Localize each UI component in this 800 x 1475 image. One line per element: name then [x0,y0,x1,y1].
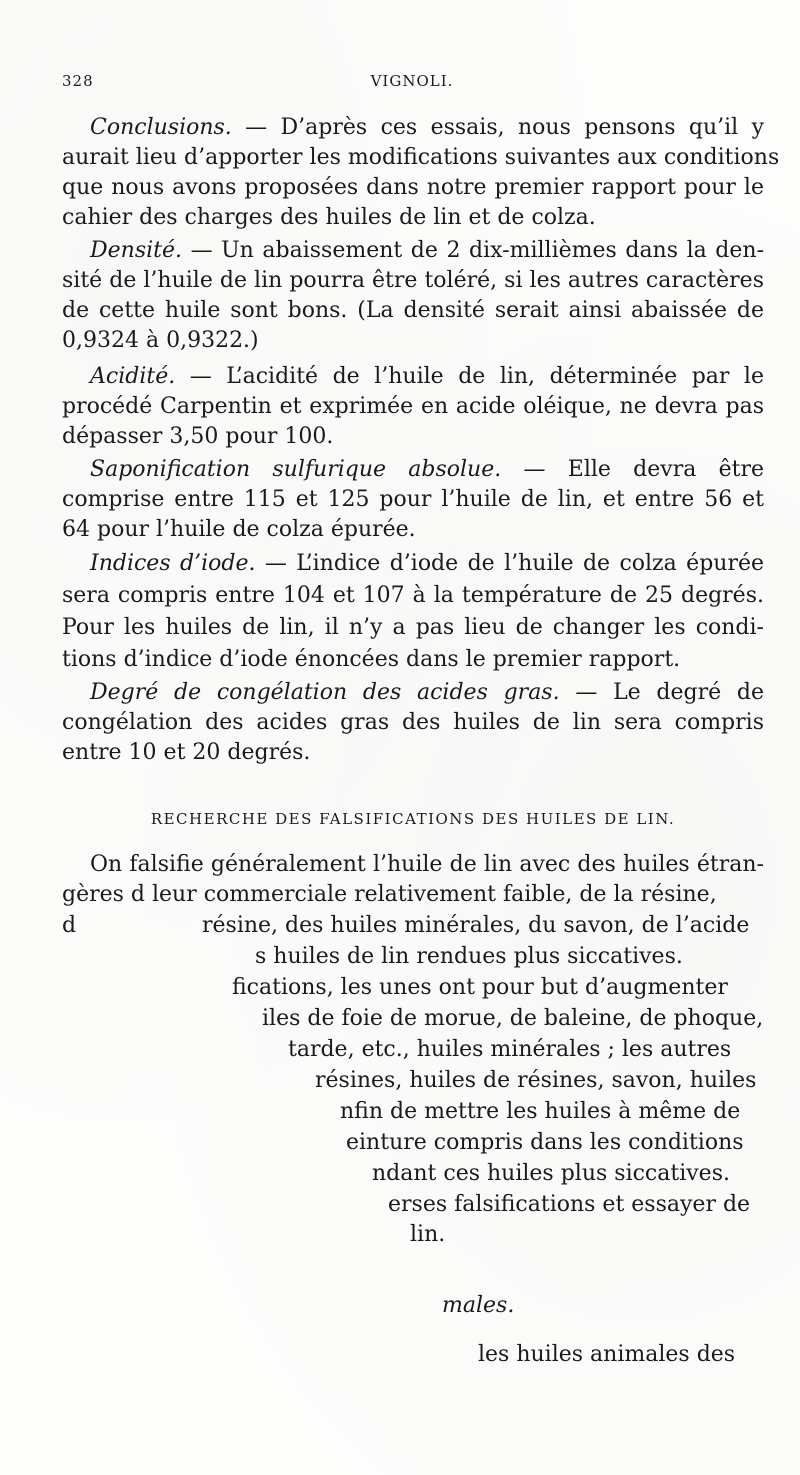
iode-line-2: sera compris entre 104 et 107 à la température de 25 degrés. [62,583,764,608]
densite-line-4: 0,9324 à 0,9322.) [62,328,259,353]
falsifications-fragment-4: résine, des huiles minérales, du savon, de l’acide [202,913,750,938]
falsifications-line-1: On falsifie généralement l’huile de lin avec des huiles étran- [90,852,764,877]
falsifications-fragment-10: nfin de mettre les huiles à même de [340,1099,741,1124]
densite-line-3: de cette huile sont bons. (La densité serait ainsi abaissée de [62,298,764,323]
iode-line-3: Pour les huiles de lin, il n’y a pas lieu de changer les condi- [62,615,764,640]
saponification-heading: Saponification sulfurique absolue. [90,457,502,482]
falsifications-fragment-7: iles de foie de morue, de baleine, de phoque, [262,1006,764,1031]
acidite-line-2: procédé Carpentin et exprimée en acide oléique, ne devra pas [62,394,764,419]
acidite-line-3: dépasser 3,50 pour 100. [62,424,334,449]
conclusions-line-2: aurait lieu d’apporter les modifications suivantes aux conditions [62,145,780,170]
densite-heading: Densité. [90,238,183,263]
congelation-line-3: entre 10 et 20 degrés. [62,740,311,765]
animales-heading: males. [442,1293,515,1318]
running-head: VIGNOLI. [370,72,454,90]
iode-line-4: tions d’indice d’iode énoncées dans le premier rapport. [62,647,681,672]
congelation-line-2: congélation des acides gras des huiles de lin sera compris [62,710,764,735]
iode-line-1: Indices d’iode. — L’indice d’iode de l’huile de colza épurée [90,551,765,576]
falsifications-fragment-14: lin. [410,1222,446,1247]
congelation-line-1: Degré de congélation des acides gras. — Le degré de [90,680,764,705]
falsifications-fragment-8: tarde, etc., huiles minérales ; les autres [288,1037,732,1062]
falsifications-fragment-9: résines, huiles de résines, savon, huiles [315,1068,757,1093]
densite-line-2: sité de l’huile de lin pourra être toléré, si les autres caractères [62,268,764,293]
falsifications-fragment-12: ndant ces huiles plus siccatives. [372,1161,730,1186]
falsifications-fragment-2: leur commerciale relativement faible, de la résine, [152,882,717,907]
falsifications-fragment-13: erses falsifications et essayer de [388,1192,751,1217]
falsifications-fragment-6: fications, les unes ont pour but d’augmenter [232,975,728,1000]
falsifications-fragment-11: einture compris dans les conditions [346,1130,744,1155]
section-title: RECHERCHE DES FALSIFICATIONS DES HUILES DE LIN. [150,810,676,828]
acidite-line-1: Acidité. — L’acidité de l’huile de lin, déterminée par le [90,364,764,389]
falsifications-fragment-1: gères d [62,882,146,907]
page-header [62,72,762,98]
saponification-line-1: Saponification sulfurique absolue. — Elle devra être [90,457,764,482]
animales-line: les huiles animales des [478,1342,736,1367]
saponification-line-3: 64 pour l’huile de colza épurée. [62,517,416,542]
conclusions-heading: Conclusions. [90,115,232,140]
falsifications-fragment-3: d [62,913,77,938]
iode-heading: Indices d’iode. [90,551,256,576]
densite-line-1: Densité. — Un abaissement de 2 dix-millièmes dans la den- [90,238,764,263]
congelation-heading: Degré de congélation des acides gras. [90,680,560,705]
acidite-heading: Acidité. [90,364,176,389]
saponification-line-2: comprise entre 115 et 125 pour l’huile de lin, et entre 56 et [62,487,764,512]
page-number: 328 [62,72,94,90]
conclusions-line-1: Conclusions. — D’après ces essais, nous pensons qu’il y [90,115,764,140]
conclusions-line-3: que nous avons proposées dans notre premier rapport pour le [62,175,764,200]
conclusions-line-4: cahier des charges des huiles de lin et de colza. [62,205,596,230]
falsifications-fragment-5: s huiles de lin rendues plus siccatives. [255,944,683,969]
